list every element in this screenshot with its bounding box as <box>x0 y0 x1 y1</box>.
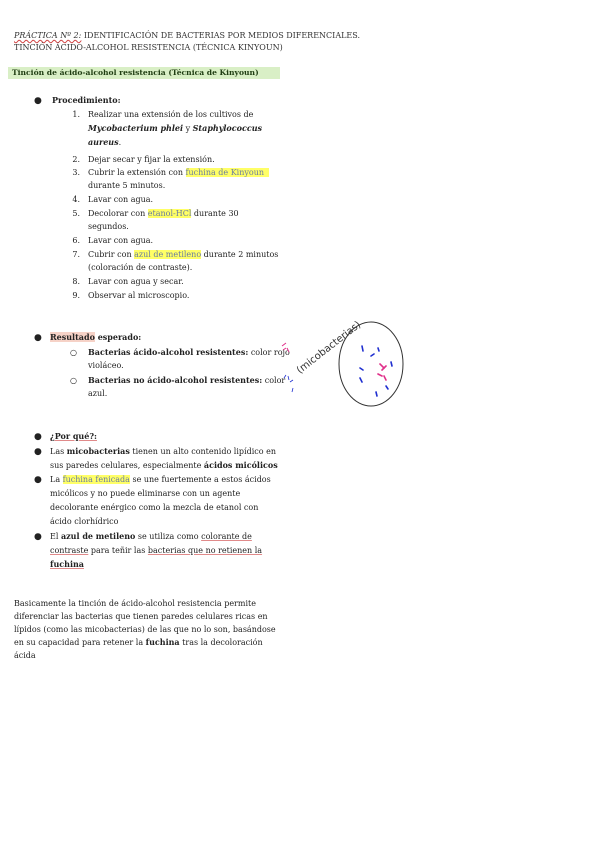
handwritten-label: (micobacterias) <box>294 319 364 377</box>
summary-line-2: diferenciar las bacterias que tienen paredes celulares ricas en <box>14 612 268 621</box>
resultado-item-2-line1: Bacterias no ácido-alcohol resistentes: color <box>88 375 286 385</box>
procedimiento-bullet: ● <box>34 96 42 106</box>
porque-bullet: ● <box>34 432 42 442</box>
porque-item-3-line2: contraste para teñir las bacterias que no retienen la <box>50 546 263 555</box>
resultado-bullet: ● <box>34 333 42 343</box>
summary-paragraph <box>14 597 276 662</box>
procedimiento-label: Procedimiento: <box>52 95 121 105</box>
step-2: Dejar secar y fijar la extensión. <box>88 155 215 164</box>
summary-line-3: lípidos (como las micobacterias) de las que no lo son, basándose <box>14 625 276 634</box>
porque-item-2-line1: La fuchina fenicada se une fuertemente a estos ácidos <box>50 475 271 484</box>
document-header <box>14 30 360 54</box>
highlight-fuchina-fenicada: fuchina fenicada <box>62 475 130 484</box>
porque-item-3-line3: fuchina <box>50 559 84 569</box>
step-1-line1: Realizar una extensión de los cultivos de <box>88 110 254 119</box>
step-9: Observar al microscopio. <box>88 291 190 300</box>
resultado-subbullet-2: ○ <box>70 376 77 385</box>
step-3-line2: durante 5 minutos. <box>88 181 166 190</box>
step-7-line2: (coloración de contraste). <box>88 263 193 272</box>
header-practice-number: PRÁCTICA Nº 2: <box>14 31 82 40</box>
resultado-item-2-line2: azul. <box>88 389 108 398</box>
resultado-item-1-line1: Bacterias ácido-alcohol resistentes: color rojo <box>88 347 290 357</box>
section-title: Tinción de ácido-alcohol resistencia (Técnica de Kinyoun) <box>8 67 280 79</box>
step-1-line3: aureus. <box>88 137 122 147</box>
pink-scribble-icon <box>282 343 289 352</box>
porque-item-1-line1: Las micobacterias tienen un alto contenido lipídico en <box>50 446 277 456</box>
step-4: Lavar con agua. <box>88 195 154 204</box>
porque-label: ¿Por qué?: <box>50 431 97 441</box>
microscope-field-circle <box>339 322 403 406</box>
porque-item-2-bullet: ● <box>34 475 42 485</box>
resultado-label: Resultado esperado: <box>50 332 142 342</box>
microscope-sketch <box>276 296 416 414</box>
step-7-line1: Cubrir con azul de metileno durante 2 minutos <box>88 250 279 259</box>
red-bacteria-cluster <box>378 364 386 380</box>
summary-line-5: ácida <box>14 651 36 660</box>
porque-item-2-line4: ácido clorhídrico <box>50 517 119 526</box>
highlight-azul-metileno: azul de metileno <box>134 250 202 259</box>
resultado-subbullet-1: ○ <box>70 348 77 357</box>
highlight-fuchina-kinyoun: fuchina de Kinyoun <box>185 168 265 177</box>
highlight-etanol-hcl: etanol-HCl <box>147 209 192 218</box>
step-5-line2: segundos. <box>88 222 129 231</box>
porque-item-2-line2: micólicos y no puede eliminarse con un agente <box>50 489 241 498</box>
porque-item-1-line2: sus paredes celulares, especialmente ácidos micólicos <box>50 460 278 470</box>
summary-line-4: en su capacidad para retener la fuchina tras la decoloración <box>14 637 263 647</box>
step-1-line2: Mycobacterium phlei y Staphylococcus <box>88 123 263 133</box>
step-8: Lavar con agua y secar. <box>88 277 184 286</box>
step-3-line1: Cubrir la extensión con fuchina de Kinyoun <box>88 166 269 179</box>
resultado-item-1-line2: violáceo. <box>88 361 124 370</box>
blue-bacteria <box>360 346 392 396</box>
blue-scribble-icon <box>284 375 293 392</box>
porque-item-3-line1: El azul de metileno se utiliza como colorante de <box>50 531 252 541</box>
step-5-line1: Decolorar con etanol-HCl durante 30 <box>88 209 239 218</box>
summary-line-1: Basicamente la tinción de ácido-alcohol resistencia permite <box>14 599 256 608</box>
header-title-line1: IDENTIFICACIÓN DE BACTERIAS POR MEDIOS DIFERENCIALES. <box>81 31 360 40</box>
header-title-line2: TINCIÓN ÁCIDO-ALCOHOL RESISTENCIA (TÉCNICA KINYOUN) <box>14 43 283 52</box>
porque-item-3-bullet: ● <box>34 532 42 542</box>
porque-item-2-line3: decolorante enérgico como la mezcla de etanol con <box>50 503 259 512</box>
porque-item-1-bullet: ● <box>34 447 42 457</box>
step-6: Lavar con agua. <box>88 236 154 245</box>
